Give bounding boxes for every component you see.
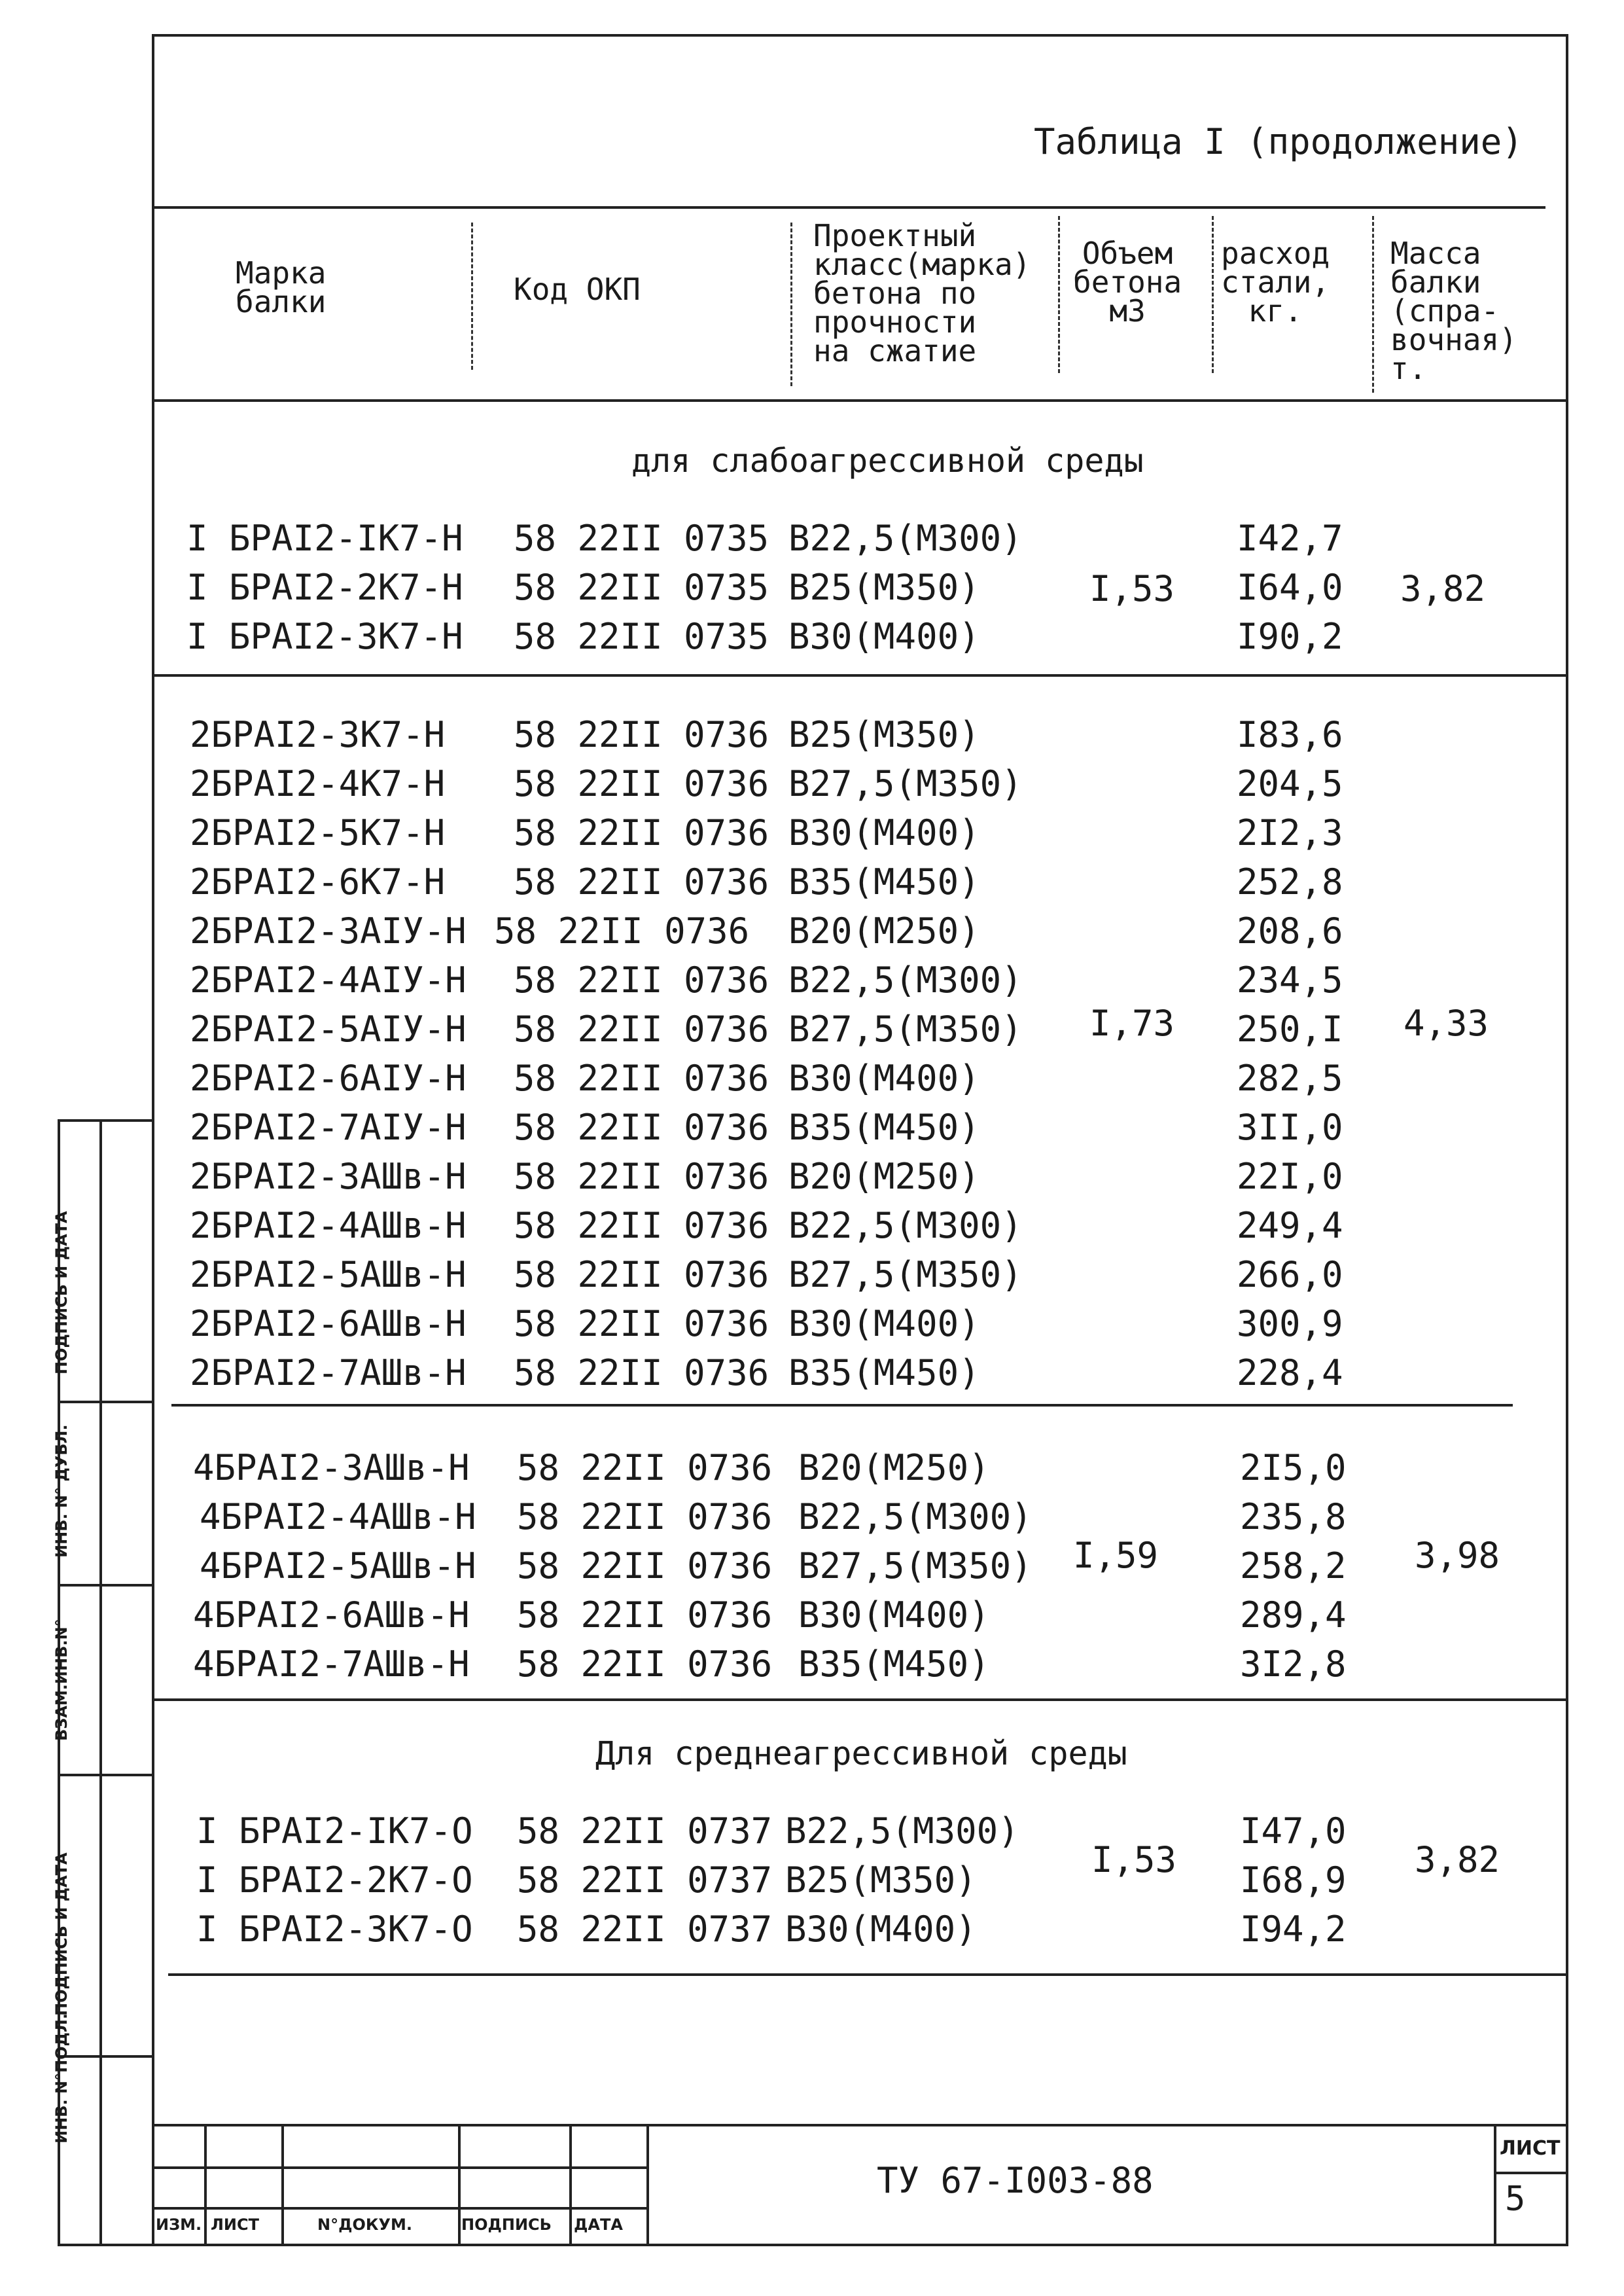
tb-label-data: ДАТА xyxy=(574,2215,623,2234)
concrete-class: В25(М350) xyxy=(788,567,980,608)
col-sep-3 xyxy=(1058,216,1060,373)
okp-code: 58 22II 0737 xyxy=(517,1859,773,1901)
table-row xyxy=(190,808,1368,858)
table-row xyxy=(190,1054,1368,1103)
okp-code: 58 22II 0736 xyxy=(514,714,769,755)
okp-code: 58 22II 0736 xyxy=(517,1594,773,1636)
steel-use: 2I2,3 xyxy=(1237,812,1343,853)
sheet-label: ЛИСТ xyxy=(1500,2137,1561,2160)
table-row xyxy=(193,1590,1371,1640)
stamp-podpis-data-1: ПОДПИСЬ И ДАТА xyxy=(52,1852,71,2016)
mark: 2БРАI2-3АШв-Н xyxy=(190,1156,467,1197)
tb-label-nodokum: N°ДОКУМ. xyxy=(317,2215,412,2234)
mark: I БРАI2-2К7-Н xyxy=(186,567,463,608)
mark: 2БРАI2-7АIУ-Н xyxy=(190,1107,467,1148)
steel-use: 3II,0 xyxy=(1237,1107,1343,1148)
steel-use: I64,0 xyxy=(1237,567,1343,608)
group2-mass: 4,33 xyxy=(1403,1003,1489,1044)
okp-code: 58 22II 0736 xyxy=(517,1643,773,1685)
table-title: Таблица I (продолжение) xyxy=(1034,121,1523,162)
section-title-weak: для слабоагрессивной среды xyxy=(631,442,1144,480)
col-sep-2 xyxy=(790,223,792,386)
table-row xyxy=(196,1905,1374,1954)
group1-volume: I,53 xyxy=(1089,568,1175,609)
header-mark: Марка балки xyxy=(236,255,327,319)
table-row xyxy=(190,1299,1368,1349)
mark: I БРАI2-IК7-Н xyxy=(186,518,463,559)
table-row xyxy=(190,956,1368,1005)
table-row xyxy=(200,1541,1377,1591)
document-code: ТУ 67-I003-88 xyxy=(877,2160,1154,2201)
tb-sheet-rule xyxy=(1494,2172,1568,2174)
table-row xyxy=(196,1806,1374,1856)
side-stamp-rule-1 xyxy=(58,1401,152,1403)
header-volume: Объем бетона м3 xyxy=(1073,236,1182,329)
steel-use: I47,0 xyxy=(1240,1810,1347,1852)
sheet-number: 5 xyxy=(1505,2179,1526,2219)
okp-code: 58 22II 0736 xyxy=(514,1303,769,1344)
header-steel: расход стали, кг. xyxy=(1221,236,1330,329)
mark: 2БРАI2-4АШв-Н xyxy=(190,1205,467,1246)
group4-volume: I,53 xyxy=(1091,1839,1177,1880)
tb-col-5 xyxy=(646,2124,649,2246)
okp-code: 58 22II 0736 xyxy=(517,1496,773,1537)
steel-use: 250,I xyxy=(1237,1009,1343,1050)
concrete-class: В22,5(М300) xyxy=(798,1496,1033,1537)
concrete-class: В30(М400) xyxy=(788,1058,980,1099)
steel-use: 249,4 xyxy=(1237,1205,1343,1246)
tb-label-izm: ИЗМ. xyxy=(156,2215,202,2234)
mark: I БРАI2-2К7-О xyxy=(196,1859,473,1901)
concrete-class: В35(М450) xyxy=(788,1107,980,1148)
header-bottom-rule xyxy=(152,399,1568,402)
okp-code: 58 22II 0736 xyxy=(514,1107,769,1148)
concrete-class: В30(М400) xyxy=(788,812,980,853)
side-stamp-rule-4 xyxy=(58,2055,152,2058)
mark: 2БРАI2-5АIУ-Н xyxy=(190,1009,467,1050)
concrete-class: В25(М350) xyxy=(785,1859,977,1901)
table-row xyxy=(190,1201,1368,1251)
concrete-class: В27,5(М350) xyxy=(788,1254,1023,1295)
concrete-class: В25(М350) xyxy=(788,714,980,755)
okp-code: 58 22II 0736 xyxy=(514,1254,769,1295)
concrete-class: В22,5(М300) xyxy=(788,1205,1023,1246)
table-row xyxy=(193,1443,1371,1493)
col-sep-5 xyxy=(1372,216,1374,393)
mark: 4БРАI2-7АШв-Н xyxy=(193,1643,470,1685)
mark: I БРАI2-3К7-Н xyxy=(186,616,463,657)
mark: 2БРАI2-6К7-Н xyxy=(190,861,446,903)
steel-use: I90,2 xyxy=(1237,616,1343,657)
tb-label-podpis: ПОДПИСЬ xyxy=(461,2215,552,2234)
title-block-label-row xyxy=(152,2207,649,2210)
okp-code: 58 22II 0735 xyxy=(514,616,769,657)
steel-use: 300,9 xyxy=(1237,1303,1343,1344)
steel-use: 282,5 xyxy=(1237,1058,1343,1099)
okp-code: 58 22II 0736 xyxy=(514,812,769,853)
group-rule-1 xyxy=(152,674,1568,677)
table-row xyxy=(200,1492,1377,1542)
table-row xyxy=(186,514,1364,564)
group-rule-4 xyxy=(168,1973,1568,1976)
group4-mass: 3,82 xyxy=(1415,1839,1500,1880)
header-class: Проектный класс(марка) бетона по прочности на сжатие xyxy=(813,218,1031,368)
stamp-inv-podl: ИНВ. N°ПОДЛ. xyxy=(52,2013,71,2144)
header-top-rule xyxy=(152,206,1545,209)
steel-use: I83,6 xyxy=(1237,714,1343,755)
concrete-class: В30(М400) xyxy=(788,616,980,657)
col-sep-1 xyxy=(471,223,473,370)
steel-use: 258,2 xyxy=(1240,1545,1347,1587)
okp-code: 58 22II 0736 xyxy=(514,763,769,804)
table-row xyxy=(190,1103,1368,1153)
steel-use: 228,4 xyxy=(1237,1352,1343,1393)
section-title-medium: Для среднеагрессивной среды xyxy=(595,1734,1127,1772)
group2-volume: I,73 xyxy=(1089,1003,1175,1044)
okp-code: 58 22II 0736 xyxy=(514,1058,769,1099)
tb-col-1 xyxy=(204,2124,207,2246)
side-stamp-rule-2 xyxy=(58,1584,152,1587)
mark: 4БРАI2-6АШв-Н xyxy=(193,1594,470,1636)
steel-use: I42,7 xyxy=(1237,518,1343,559)
okp-code: 58 22II 0736 xyxy=(514,1009,769,1050)
title-block-mid xyxy=(152,2166,649,2169)
concrete-class: В27,5(М350) xyxy=(798,1545,1033,1587)
mark: 2БРАI2-5АШв-Н xyxy=(190,1254,467,1295)
okp-code: 58 22II 0737 xyxy=(517,1810,773,1852)
steel-use: 2I5,0 xyxy=(1240,1447,1347,1488)
table-row xyxy=(190,1152,1368,1202)
concrete-class: В30(М400) xyxy=(798,1594,990,1636)
steel-use: 208,6 xyxy=(1237,910,1343,952)
okp-code: 58 22II 0736 xyxy=(514,1156,769,1197)
table-row xyxy=(186,612,1364,662)
okp-code: 58 22II 0736 xyxy=(514,861,769,903)
mark: 4БРАI2-3АШв-Н xyxy=(193,1447,470,1488)
steel-use: 266,0 xyxy=(1237,1254,1343,1295)
steel-use: 235,8 xyxy=(1240,1496,1347,1537)
steel-use: 204,5 xyxy=(1237,763,1343,804)
okp-code: 58 22II 0736 xyxy=(517,1545,773,1587)
steel-use: 234,5 xyxy=(1237,960,1343,1001)
stamp-vzam-inv: ВЗАМ.ИНВ.N° xyxy=(52,1619,71,1741)
mark: 2БРАI2-5К7-Н xyxy=(190,812,446,853)
steel-use: I68,9 xyxy=(1240,1859,1347,1901)
side-stamp-divider xyxy=(99,1119,102,2246)
concrete-class: В27,5(М350) xyxy=(788,763,1023,804)
group3-volume: I,59 xyxy=(1073,1535,1159,1576)
header-code: Код ОКП xyxy=(514,272,641,307)
concrete-class: В20(М250) xyxy=(788,910,980,952)
table-row xyxy=(190,759,1368,809)
table-row xyxy=(196,1856,1374,1905)
steel-use: 289,4 xyxy=(1240,1594,1347,1636)
concrete-class: В22,5(М300) xyxy=(788,960,1023,1001)
concrete-class: В20(М250) xyxy=(788,1156,980,1197)
steel-use: 3I2,8 xyxy=(1240,1643,1347,1685)
table-row xyxy=(190,857,1368,907)
okp-code: 58 22II 0736 xyxy=(494,910,750,952)
mark: I БРАI2-IК7-О xyxy=(196,1810,473,1852)
okp-code: 58 22II 0737 xyxy=(517,1909,773,1950)
concrete-class: В22,5(М300) xyxy=(785,1810,1019,1852)
mark: 2БРАI2-4К7-Н xyxy=(190,763,446,804)
okp-code: 58 22II 0735 xyxy=(514,518,769,559)
mark: 2БРАI2-6АIУ-Н xyxy=(190,1058,467,1099)
side-stamp-rule-3 xyxy=(58,1774,152,1776)
title-block-top xyxy=(152,2124,1568,2126)
mark: 4БРАI2-4АШв-Н xyxy=(200,1496,476,1537)
col-sep-4 xyxy=(1212,216,1214,373)
group1-mass: 3,82 xyxy=(1400,568,1486,609)
table-row xyxy=(190,710,1368,760)
table-row xyxy=(190,1250,1368,1300)
tb-label-list: ЛИСТ xyxy=(211,2215,260,2234)
okp-code: 58 22II 0736 xyxy=(514,960,769,1001)
table-row xyxy=(190,1005,1368,1054)
mark: 4БРАI2-5АШв-Н xyxy=(200,1545,476,1587)
steel-use: 252,8 xyxy=(1237,861,1343,903)
mark: 2БРАI2-6АШв-Н xyxy=(190,1303,467,1344)
group3-mass: 3,98 xyxy=(1415,1535,1500,1576)
steel-use: I94,2 xyxy=(1240,1909,1347,1950)
okp-code: 58 22II 0736 xyxy=(517,1447,773,1488)
mark: 2БРАI2-3К7-Н xyxy=(190,714,446,755)
table-row xyxy=(186,563,1364,613)
mark: I БРАI2-3К7-О xyxy=(196,1909,473,1950)
okp-code: 58 22II 0736 xyxy=(514,1205,769,1246)
concrete-class: В22,5(М300) xyxy=(788,518,1023,559)
tb-sheet-col xyxy=(1494,2124,1496,2246)
okp-code: 58 22II 0736 xyxy=(514,1352,769,1393)
tb-col-2 xyxy=(281,2124,284,2246)
concrete-class: В35(М450) xyxy=(788,861,980,903)
okp-code: 58 22II 0735 xyxy=(514,567,769,608)
concrete-class: В35(М450) xyxy=(788,1352,980,1393)
concrete-class: В20(М250) xyxy=(798,1447,990,1488)
mark: 2БРАI2-3АIУ-Н xyxy=(190,910,467,952)
group-rule-3 xyxy=(152,1698,1568,1701)
steel-use: 22I,0 xyxy=(1237,1156,1343,1197)
mark: 2БРАI2-4АIУ-Н xyxy=(190,960,467,1001)
tb-col-3 xyxy=(458,2124,461,2246)
table-row xyxy=(190,906,1368,956)
concrete-class: В27,5(М350) xyxy=(788,1009,1023,1050)
concrete-class: В30(М400) xyxy=(785,1909,977,1950)
stamp-inv-dubl: ИНВ. N° ДУБЛ. xyxy=(52,1424,71,1558)
stamp-podpis-data-2: ПОДПИСЬ И ДАТА xyxy=(52,1211,71,1374)
concrete-class: В35(М450) xyxy=(798,1643,990,1685)
group-rule-2 xyxy=(171,1404,1513,1407)
concrete-class: В30(М400) xyxy=(788,1303,980,1344)
tb-col-4 xyxy=(569,2124,572,2246)
mark: 2БРАI2-7АШв-Н xyxy=(190,1352,467,1393)
side-stamp xyxy=(58,1119,152,2246)
header-mass: Масса балки (спра- вочная) т. xyxy=(1390,236,1517,386)
table-row xyxy=(190,1348,1368,1398)
table-row xyxy=(193,1640,1371,1689)
